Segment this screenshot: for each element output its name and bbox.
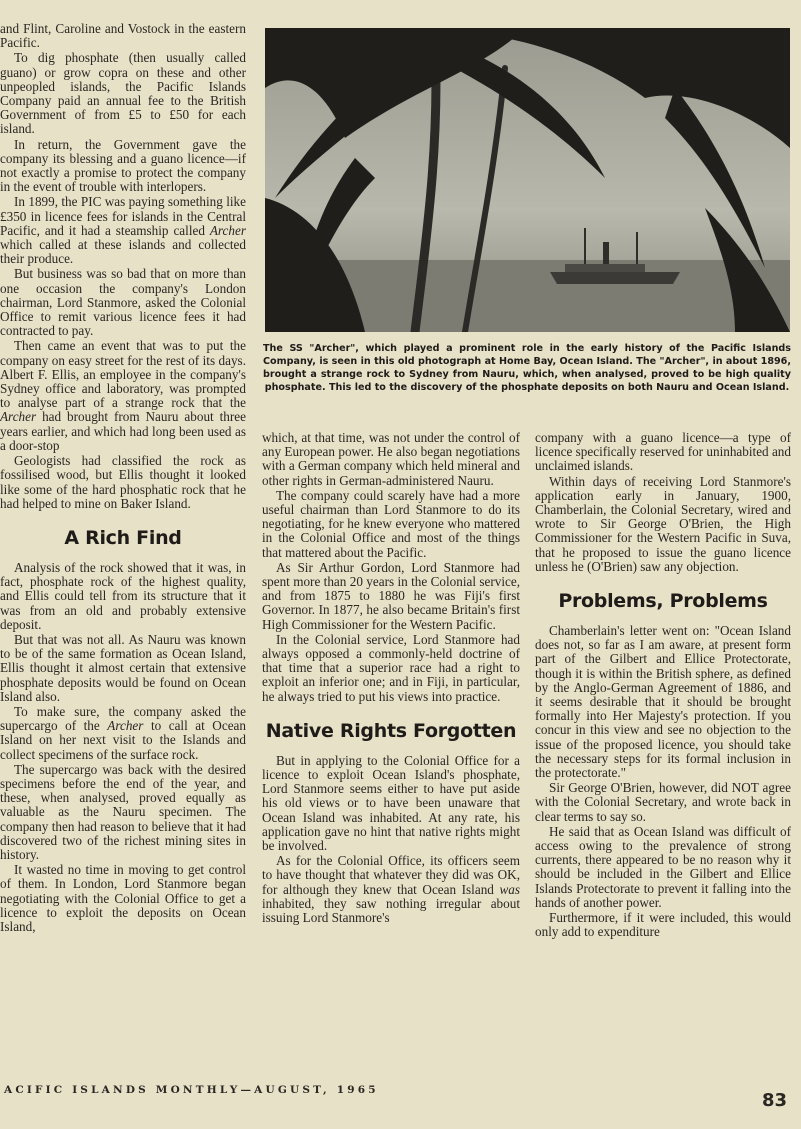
ship-name: Archer: [107, 718, 144, 734]
right-column: [535, 431, 791, 941]
paragraph: The supercargo was back with the desired specimens before the end of the year, and these, when analysed, proved equally as valuable as the Nauru specimen. The company then had reason to believe that it had discovered two of the richest mining sites in history.: [0, 761, 246, 862]
paragraph: Sir George O'Brien, however, did NOT agree with the Colonial Secretary, and wrote back in clear terms to say so.: [535, 780, 791, 824]
text-run: which called at these islands and collected their produce.: [0, 237, 246, 267]
paragraph: [262, 854, 520, 925]
ship-name: Archer: [209, 222, 246, 238]
paragraph: Furthermore, if it were included, this would only add to expenditure: [535, 910, 791, 940]
paragraph: In the Colonial service, Lord Stanmore had always opposed a commonly-held doctrine of that time that a superior race had a right to exploit an inferior one; and in Fiji, in particular, he always tried to put his views into practice.: [262, 631, 520, 704]
emphasis: was: [499, 881, 520, 897]
paragraph: In return, the Government gave the company its blessing and a guano licence—if not exactly a promise to protect the company in the event of trouble with interlopers.: [0, 136, 246, 195]
section-heading: Native Rights Forgotten: [265, 719, 517, 742]
paragraph: As Sir Arthur Gordon, Lord Stanmore had spent more than 20 years in the Colonial service, and from 1875 to 1880 he was Fiji's first Governor. In 1877, he also became Britain's first High Commissioner for the Western Pacific.: [262, 559, 520, 632]
paragraph: company with a guano licence—a type of licence specifically reserved for uninhabited and unclaimed islands.: [535, 430, 791, 474]
paragraph: Geologists had classified the rock as fossilised wood, but Ellis thought it looked like some of the hard phosphatic rock that he had helped to mine on Baker Island.: [0, 453, 246, 511]
paragraph: To dig phosphate (then usually called guano) or grow copra on these and other unpeopled islands, the Pacific Islands Company paid an annual fee to the British Government of from £5 to £50 for each island.: [0, 50, 246, 137]
photo-caption: The SS "Archer", which played a prominent role in the early history of the Pacific Islands Company, is seen in this old photograph at Home Bay, Ocean Island. The "Archer", in about 1896, brought a strange rock to Sydney from Nauru, which, when analysed, proved to be high quality phosphate. This led to the discovery of the phosphate deposits on both Nauru and Ocean Island.: [263, 343, 791, 393]
paragraph: The company could scarely have had a more useful chairman than Lord Stanmore to do its negotiating, for he knew everyone who mattered in the Colonial Office and most of the things that mattered about the Pacific.: [262, 487, 520, 560]
text-run: had brought from Nauru about three years earlier, and which had long been used as a door-stop: [0, 409, 246, 453]
paragraph: [0, 339, 246, 453]
text-run: to call at Ocean Island on her next visit to the Islands and collect specimens of the surface rock.: [0, 718, 246, 762]
paragraph: Within days of receiving Lord Stanmore's application early in January, 1900, Chamberlain, the Colonial Secretary, wired and wrote to Sir George O'Brien, the High Commissioner for the Western Pacific in Suva, that he proposed to issue the guano licence unless he (O'Brien) saw any objection.: [535, 473, 791, 574]
paragraph: He said that as Ocean Island was difficult of access owing to the prevalence of strong currents, there appeared to be no reason why it should be included in the Gilbert and Ellice Islands Protectorate to prevent it falling into the hands of another power.: [535, 823, 791, 910]
text-run: inhabited, they saw nothing irregular about issuing Lord Stanmore's: [262, 895, 520, 926]
text-run: As for the Colonial Office, its officers seem to have thought that whatever they did was OK, for although they knew that Ocean Island: [262, 853, 520, 897]
paragraph: [0, 705, 246, 762]
text-run: In 1899, the PIC was paying something like £350 in licence fees for islands in the Central Pacific, and it had a steamship called: [0, 194, 246, 238]
section-heading: A Rich Find: [64, 526, 182, 549]
text-run: Then came an event that was to put the company on easy street for the rest of its days. Albert F. Ellis, an employee in the company's Sydney office and laboratory, was prompted to analyse part of a strange rock that the: [0, 338, 246, 411]
ship-name: Archer: [0, 409, 37, 425]
middle-column: [262, 431, 520, 926]
photo-illustration: [265, 28, 790, 332]
paragraph: [0, 195, 246, 266]
paragraph: and Flint, Caroline and Vostock in the eastern Pacific.: [0, 21, 246, 51]
text-run: To make sure, the company asked the supercargo of the: [0, 703, 246, 734]
page-number: 83: [761, 1090, 787, 1111]
paragraph: But business was so bad that on more than one occasion the company's London chairman, Lord Stanmore, asked the Colonial Office to remit various licence fees it had contracted to pay.: [0, 266, 246, 339]
publication-line: ACIFIC ISLANDS MONTHLY—AUGUST, 1965: [4, 1084, 379, 1096]
section-heading: Problems, Problems: [558, 590, 768, 613]
paragraph: Analysis of the rock showed that it was, in fact, phosphate rock of the highest quality, and Ellis could tell from its structure that it was from an old and probably extensive deposit.: [0, 559, 246, 632]
left-column: [0, 22, 246, 935]
paragraph: But that was not all. As Nauru was known to be of the same formation as Ocean Island, Ellis thought it almost certain that extensive phosphate deposits would be found on Ocean Island also.: [0, 631, 246, 704]
running-footer: [4, 1080, 564, 1098]
paragraph: It wasted no time in moving to get control of them. In London, Lord Stanmore began negotiating with the Colonial Office to get a licence to exploit the deposits on Ocean Island,: [0, 862, 246, 934]
paragraph: Chamberlain's letter went on: "Ocean Island does not, so far as I am aware, at present form part of the Gilbert and Ellice Protectorate, though it is within the British sphere, as defined by the Anglo-German Agreement of 1886, and it seems desirable that it should be brought formally into Her Majesty's protection. If you concur in this view and see no objection to the issue of the proposed licence, you should take the necessary steps for its formal inclusion in the protectorate.": [535, 623, 791, 781]
paragraph: which, at that time, was not under the control of any European power. He also began negotiations with a German company which held mineral and other rights in German-administered Nauru.: [262, 430, 520, 488]
archer-photograph: [265, 28, 790, 332]
paragraph: But in applying to the Colonial Office for a licence to exploit Ocean Island's phosphate, Lord Stanmore seems either to have put aside his old views or to have been unaware that Ocean Island was inhabited. At any rate, his application gave no hint that native rights might be involved.: [262, 752, 520, 854]
